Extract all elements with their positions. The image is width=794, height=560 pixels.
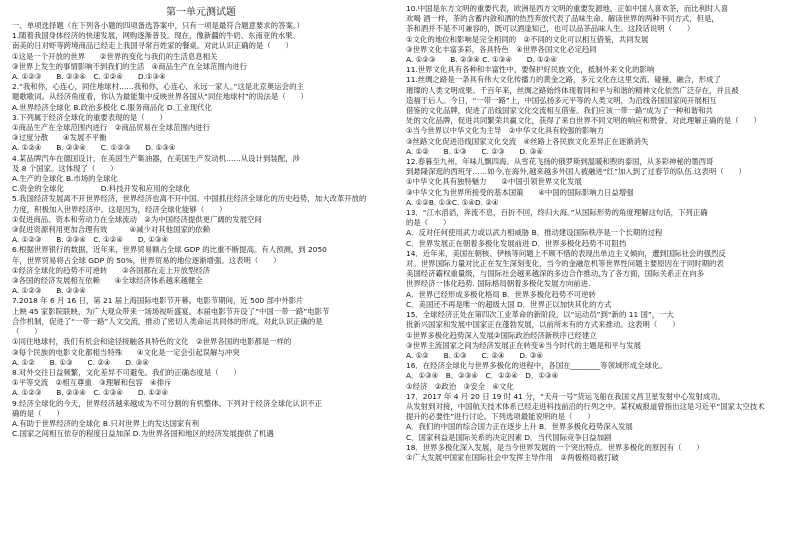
text-line: ①商品生产在全球范围内进行 ②商品贸易在全球范围内进行 [12, 123, 211, 133]
text-line: （ ） [12, 327, 42, 337]
text-line: ③丝路文化促进沿线国家文化交流 ④丝路上各民族文化差异正在逐渐消失 [406, 136, 649, 146]
text-line: 欢喝 酒一样，茶的含蓄内敛和酒的热烈奔放代表了品味生命、解读世界的两种不同方式，但是， [406, 14, 719, 24]
text-line: 15．全球经济正处在第四次工业革命的新阶段，以“运动员”到“新的 11 国”，一大 [406, 310, 674, 320]
text-line: C.国家之间相互依存的程度日益加深 D.为世界各国和地区的经济发展提供了机遇 [12, 429, 274, 439]
text-line: A．我们的中国的综合国力正在逐步上升 B．世界多极化趋势深入发展 [406, 422, 633, 432]
text-line: 提升的必要性”进行讨论。下列选项最能说明的是（ ） [406, 412, 595, 422]
text-line: ①世界多极化趋势深入发展②国际政治经济新秩序已经建立 [406, 330, 597, 340]
text-line: ③促进资源利用更加合理有效 ④减少对其他国家的依赖 [12, 225, 211, 235]
text-line: ①经济全球化的趋势不可逆转 ②各国都在走上开放型经济 [12, 265, 211, 275]
text-line: C．美国还不再是唯一的超级大国 D．世界正以加快其化的方式 [406, 299, 612, 309]
text-line: 14．近年来，美国在朝核、伊核等问题上不顾不惜的表现出单边主义倾向，遭到国际社会的强烈反 [406, 248, 726, 258]
text-line: 造福于后人。今日，“一带一路”上，中国弘扬多元平等的人类文明，为沿线各国国家间开展相互 [406, 95, 717, 105]
text-line: A．世界已经形成多极化格局 B．世界多极化趋势不可逆转 [406, 289, 596, 299]
text-line: C．国家利益是国际关系的决定因素 D．当代国际竞争日益加剧 [406, 432, 612, 442]
text-line: ①当今世界以中华文化为主导 ②中华文化具有较强的影响力 [406, 126, 605, 136]
text-line: ①促进商品、资本和劳动力在全球流动 ②为中国经济提供更广阔的发展空间 [12, 214, 262, 224]
text-line: A. ①②B. ①③C. ①④D. ②④ [406, 197, 499, 207]
text-line: 美国经济霸权重量级，与国际社会越来越深的多边合作推动,为了各方面，国际关系正在向多 [406, 269, 704, 279]
text-line: ③世界文化丰富多彩，各具特色 ④世界各国文化必定趋同 [406, 44, 597, 54]
text-line: ①文化的地位和影响是完全相同的 ②不同的文化可以相互借鉴，共同发展 [406, 34, 649, 44]
text-line: 璀璨的人类文明成果。千百年来，丝绸之路始终体现着同和平与和谐的精神文化依然广泛存在，并且被 [406, 85, 739, 95]
text-line: A. ①②③ B. ②③④ C. ①③④ D. ①②④ [12, 388, 169, 398]
text-line: 10.中国是东方文明的重要代表，欧洲是西方文明的重要发源地，正如中国人喜欢茶，而比利时人喜 [406, 4, 729, 13]
text-line: A．①③④ B．②③④ C．①②④ D．①③④ [406, 371, 559, 381]
text-line: 南美的日对虾等跨境商品已经走上我国寻常百姓家的餐桌。对此认识正确的是（ ） [12, 41, 293, 51]
text-line: 12.春暮至九州，年味儿飘四海。从雪花飞扬的俄罗斯到温暖和煦的泰国，从多彩神秘的墨西哥 [406, 157, 714, 167]
text-line: A. ①②③ B. ②③④ C. ①②④ D. ①③④ [12, 235, 169, 245]
text-line: A. ①②③ B. ②③④ [12, 286, 86, 296]
text-line: 1.随着我国身体经济的快速发展，网购逐渐普及。现在，像新疆的牛奶、东南亚的水果、 [12, 31, 300, 41]
text-line: 到悬隆深逛的西班牙……如今,在海外,越来越多外国人被融进“红”加入到了过春节的队伍.这表明（ ） [406, 167, 746, 177]
text-line: ③各国的经济发展相互依赖 ④全球经济体系越来越健全 [12, 276, 203, 286]
text-line: ③过度分散 ④发展不平衡 [12, 133, 107, 143]
text-line: A.生产的全球化 B.市场的全球化 [12, 174, 118, 184]
text-line: ①同住地球村，我们有机会和途径接触各具特色的文化 ②世界各国的电影都是一样的 [12, 337, 292, 347]
left-column [12, 4, 390, 556]
text-line: ①这是一个开放的世界 ②世界的变化与我们的生活息息相关 [12, 51, 218, 61]
text-line: A. ①② B. ①③ C. ②④ D. ③④ [12, 357, 149, 367]
text-line: 合作机制，促进了“一带一路”人文交流，推动了密切人类命运共同体的形成。对此认识正确的是 [12, 316, 323, 326]
text-line: 批新兴国家和发展中国家正在蓬勃发展，以前所未有的方式来推动。这表明（ ） [406, 320, 680, 330]
text-line: 11.世界文化具有各种和丰富性中，要保护好民族文化，抵制外来文化的影响 [406, 65, 655, 75]
text-line: 确的是（ ） [12, 408, 64, 418]
text-line: 对。世界国际力量对比正在发生深刻变化，当今的金融危机等世界性问题主要原因在于同时期的表 [406, 259, 724, 269]
page-title: 第一单元测试题 [166, 7, 236, 18]
text-line: ③中华文化为世界所接受的基本国策 ④中国的国际影响力日益增强 [406, 187, 634, 197]
text-line: ①经济 ②政治 ③安全 ④文化 [406, 381, 514, 391]
text-line: 7.2018 年 6 月 16 日，第 21 届上海国际电影节开幕。电影节期间，近 500 部中外影片 [12, 296, 304, 306]
text-line: 11.丝绸之路是一条具有伟大文化传播力的黄金之路，多元文化在这里交流、碰撞、融合，形成了 [406, 75, 721, 85]
text-line: 茶和酒并不是不可兼容的，既可以酒逢知己，也可以品茶品味人生。这段话说明（ ） [406, 24, 695, 34]
right-column-text [406, 4, 784, 463]
text-line: 16．在经济全球化与世界多极化的进程中，各国在________等领域形成全球化。 [406, 361, 667, 371]
text-line: A.有助于世界经济的全球化 B.只对世界上的发达国家有利 [12, 418, 200, 428]
text-line: ③世界主流国家之间为经济发展正在转变④当今时代的主题是和平与发展 [406, 340, 641, 350]
text-line: 18．世界多极化深入发展，是当今世界发展的一个突出特点。世界多极化的原因有（ ） [406, 442, 704, 452]
text-line: A. ①②③ B. ②③④ C. ①③④ D. ①②④ [406, 55, 558, 65]
text-line: 4.某品牌汽车在德国设计，在美国生产集油器，在美国生产发动机……从设计到装配，涉 [12, 153, 300, 163]
text-line: 9.经济全球化的今天，世界经济越来越成为不可分割的有机整体。下列对于经济全球化认识不正 [12, 398, 323, 408]
text-line: 从发射到对接，中国航天技术体系已经走进科技前沿的行列之中。某权威报道曾指出这是习近平“国家太空技术 [406, 401, 765, 411]
text-line: ①中华文化具有独特魅力 ②中国引领世界文化发展 [406, 177, 582, 187]
text-line: C.资金的全球化 D.科技开发和应用的全球化 [12, 184, 191, 194]
text-line: 2.“我和你，心连心，同住地球村……我和你，心连心，永远一家人。”这是北京奥运会的主 [12, 82, 304, 92]
text-line: C．世界发展正在朝着多极化发展前进 D．世界多极化趋势不可阻挡 [406, 238, 627, 248]
text-line: 8.对外交往日益频繁，文化差异不可避免。我们的正确态度是（ ） [12, 367, 241, 377]
text-line: A. ①② B. ①③ C. ②③ D. ③④ [406, 146, 543, 156]
text-line: A. ①②④ B. ②③④ C. ①②③ D. ①③④ [12, 143, 176, 153]
text-line: 17．2017 年 4 月 20 日 19 时 41 分，“天舟一号”货运飞船在我国文昌卫星发射中心发射成功。 [406, 391, 726, 401]
text-line: 上映 45 家影院联映，为广大观众带来一场场视听盛宴。本届电影节开设了“中国一带一路”电影节 [12, 306, 330, 316]
text-line: 借鉴的文化品牌，促进了沿线国家文化交流相互借鉴。我们应该一带一路”成为了一种和谐和共 [406, 106, 713, 116]
text-line: 力度，积极加入世界经济中。这是因为，经济全球化能够（ ） [12, 204, 227, 214]
text-line: 6.根据世界银行的数据，近年来，世界贸易额占全球 GDP 的比重不断提高。有人预测，到 2050 [12, 245, 327, 255]
text-line: 的是（ ） [406, 218, 451, 228]
text-line: 世界经济一体化趋势. 国际格局朝着多极化发展方向前进. [406, 279, 591, 289]
text-line: A. ①② B. ①③ C. ②④ D. ③④ [406, 350, 543, 360]
text-line: ③每个民族的电影文化都相当特殊 ④文化是一定会引起误解与冲突 [12, 347, 240, 357]
text-line: A. ①②③ B. ②③④ C. ①②④ D.①③④ [12, 72, 166, 82]
right-column [406, 4, 784, 556]
left-column-text [12, 21, 390, 439]
text-line: A.世界经济全球化 B.政治多极化 C.服务商品化 D.工业现代化 [12, 102, 212, 112]
text-line: 及 8 个国家。这体现了（ ） [12, 163, 118, 173]
text-line: 处的文化品牌，促进共同繁荣共赢文化，获得了来自世界不同文明的响应和赞誉。对此理解正确的是（ ） [406, 116, 761, 126]
text-line: ③世界上发生的事情影响不到我们的生活 ④商品生产在全球范围内进行 [12, 61, 247, 71]
text-line: ①平等交流 ②相互尊重 ③理解和包容 ④排斥 [12, 378, 172, 388]
text-line: 13．“江水滔滔，奔流不息，百折不回，终归大海。”从国际形势的角度理解这句话，下列正确 [406, 208, 708, 218]
text-line: A．反对任何使用武力或以武力相威胁 B．推动建设国际秩序是一个长期的过程 [406, 228, 663, 238]
text-line: 3.下列属于经济全球化的重要表现的是（ ） [12, 112, 167, 122]
text-line: 题歌歌词。从经济角度看，你认为最能集中反映世界各国从“同住地球村”的说法是（ ） [12, 92, 308, 102]
text-line: 一、单项选择题（在下列各小题的四项备选答案中，只有一项是最符合题意要求的答案。） [12, 21, 304, 30]
text-line: ①广大发展中国家在国际社会中发挥主导作用 ②两极格局被打破 [406, 452, 619, 462]
text-line: 年，世界贸易将占全球 GDP 的 50%，世界贸易的地位逐渐增强。这表明（ ） [12, 255, 281, 265]
text-line: 5.我国经济发展离不开世界经济，世界经济也离不开中国。中国抓住经济全球化的历史趋势，加大改革开放的 [12, 194, 367, 204]
